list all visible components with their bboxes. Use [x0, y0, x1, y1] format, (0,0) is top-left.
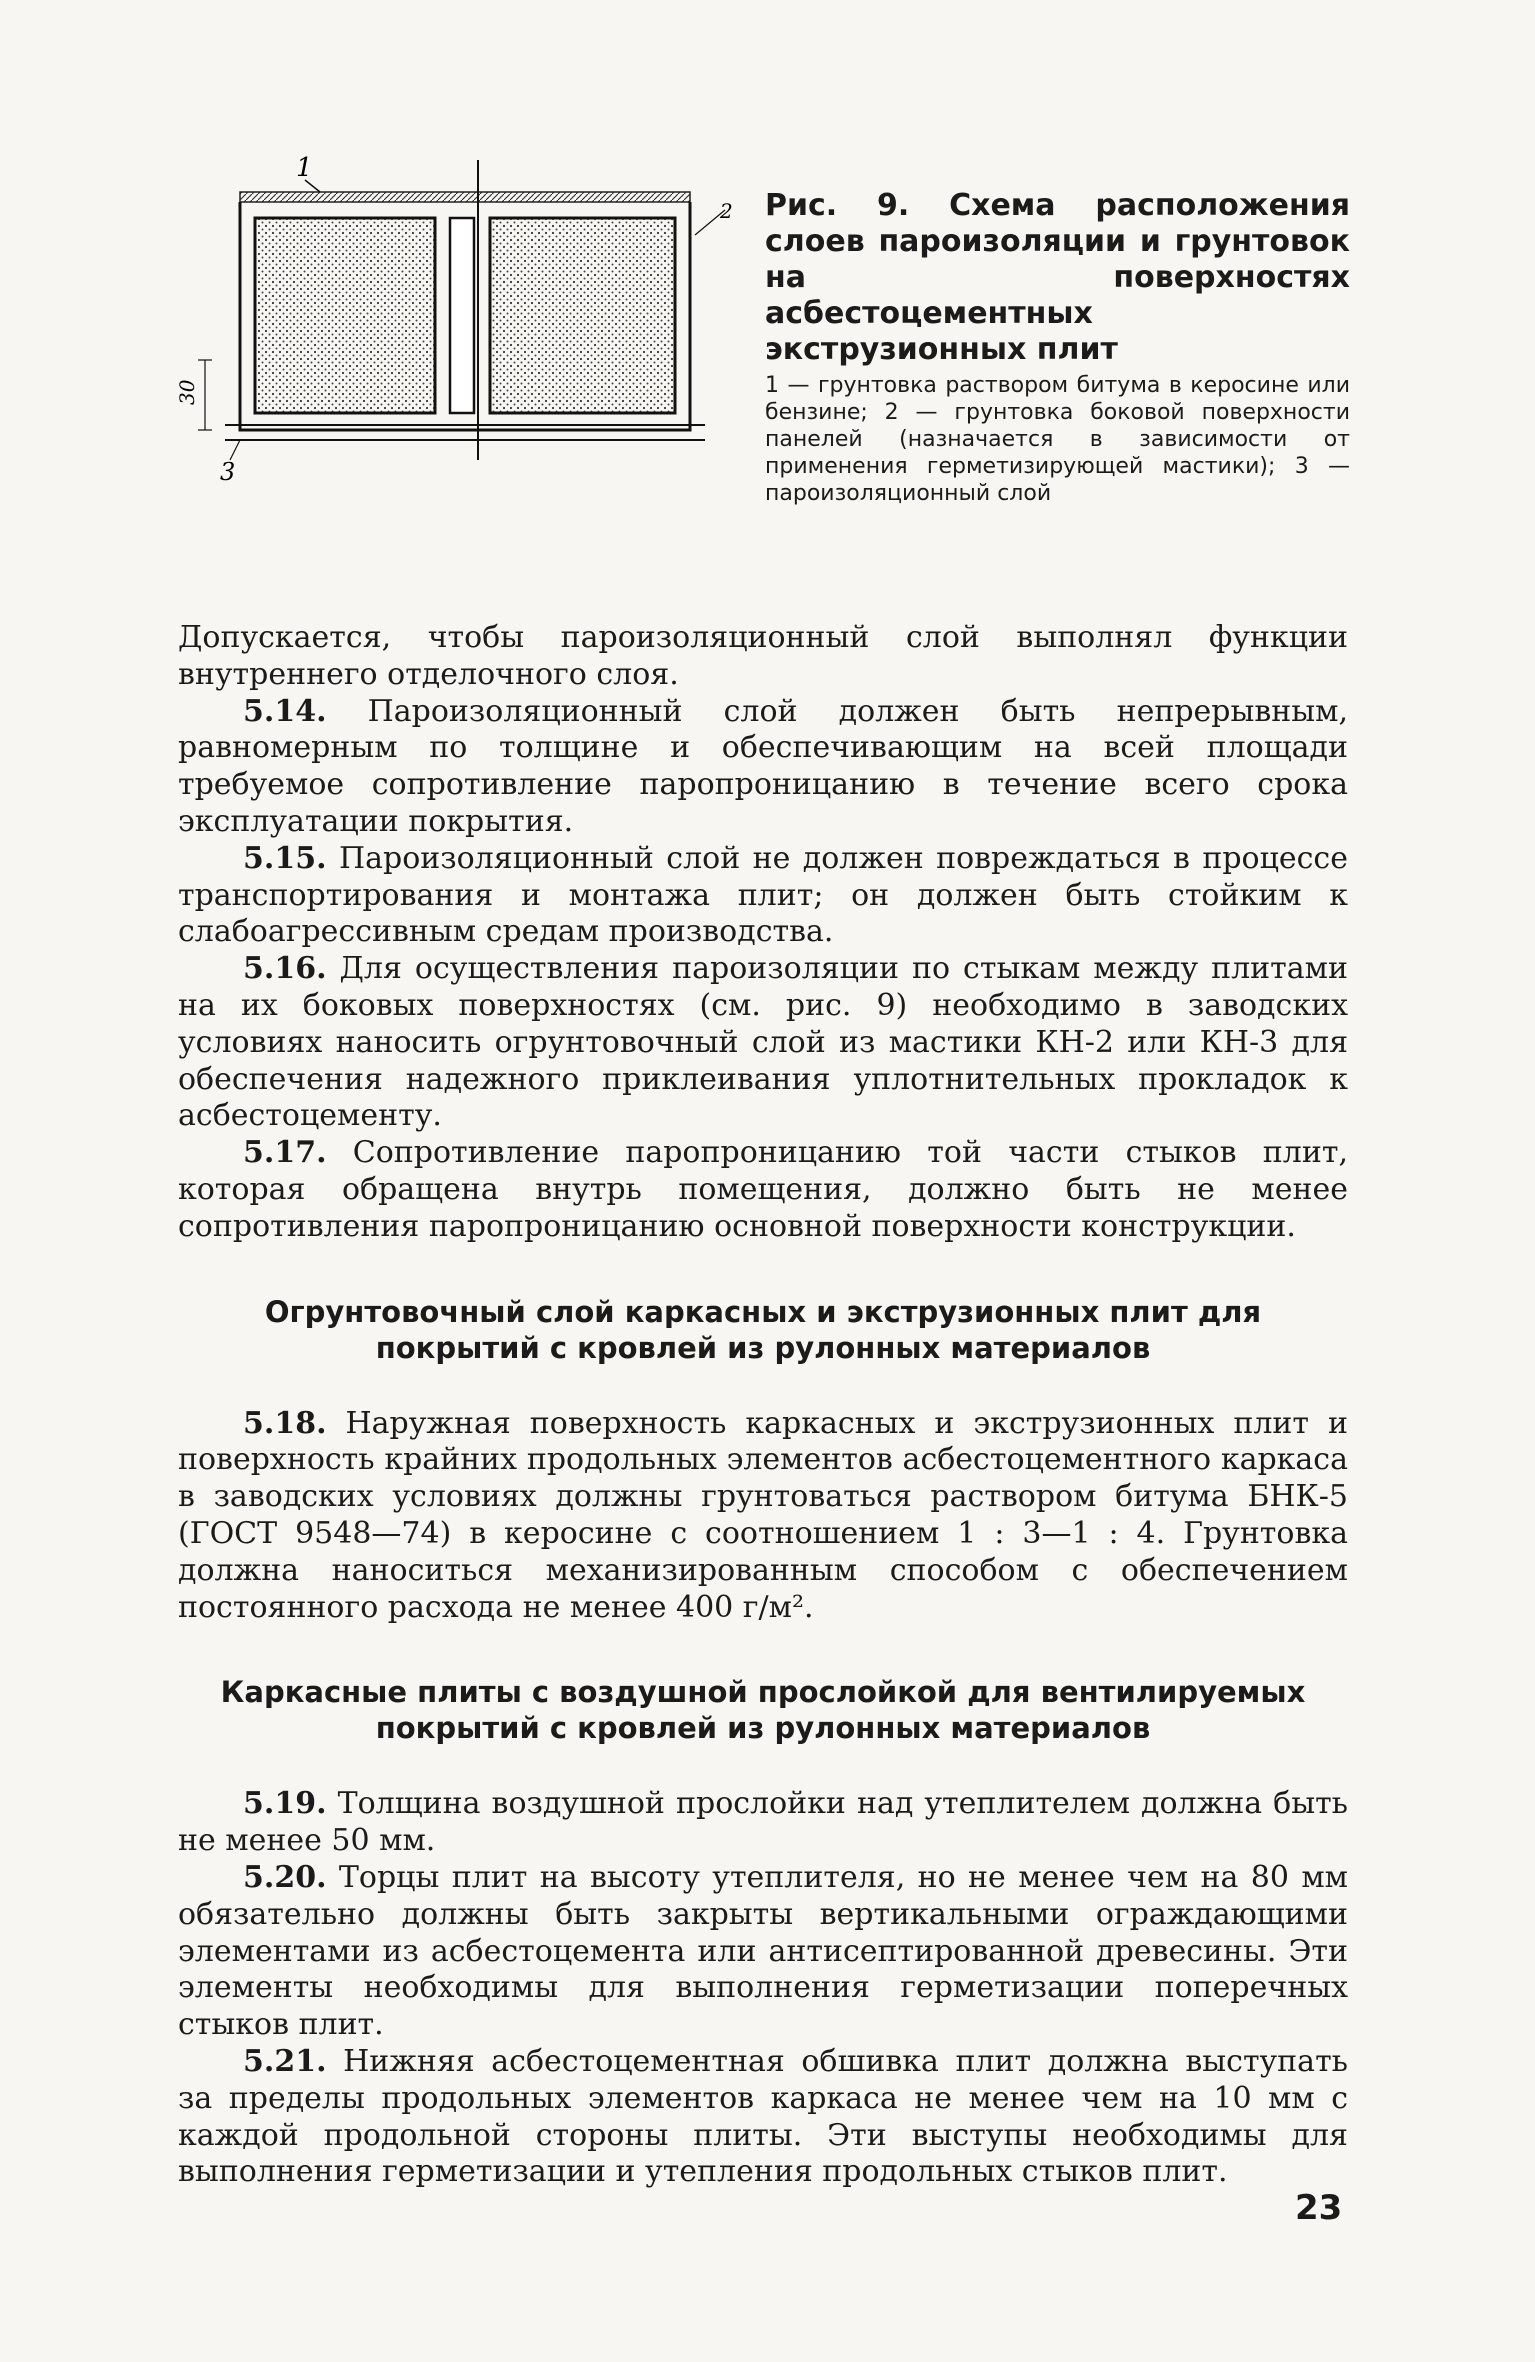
section-heading-primer: Огрунтовочный слой каркасных и экструзионных плит для покрытий с кровлей из рулонных материалов [264, 1294, 1262, 1365]
paragraph-text: Пароизоляционный слой должен быть непрерывным, равномерным по толщине и обеспечивающим на всей площади требуемое сопротивление паропроницанию в течение всего срока эксплуатации покрытия. [178, 693, 1348, 839]
paragraph-5-14 [178, 694, 1348, 841]
clause-number: 5.16. [243, 951, 327, 987]
paragraph-text: Допускается, чтобы пароизоляционный слой выполнял функции внутреннего отделочного слоя. [178, 620, 1348, 692]
section-heading-ventilated: Каркасные плиты с воздушной прослойкой для вентилируемых покрытий с кровлей из рулонных материалов [220, 1675, 1306, 1746]
paragraph-5-18 [178, 1406, 1348, 1627]
paragraph-text: Толщина воздушной прослойки над утеплителем должна быть не менее 50 мм. [178, 1786, 1349, 1859]
paragraph-text: Пароизоляционный слой не должен повреждаться в процессе транспортирования и монтажа плит; он должен быть стойким к слабоагрессивным средам производства. [178, 840, 1348, 950]
clause-number: 5.18. [243, 1405, 327, 1441]
clause-number: 5.19. [243, 1786, 327, 1822]
clause-number: 5.21. [243, 2043, 327, 2079]
figure-9-diagram [175, 140, 760, 520]
paragraph-5-15 [178, 841, 1348, 951]
paragraph-5-19 [178, 1786, 1348, 1860]
paragraph-5-17 [178, 1135, 1348, 1245]
clause-number: 5.14. [243, 693, 327, 729]
paragraph-text: Наружная поверхность каркасных и экструзионных плит и поверхность крайних продольных элементов асбестоцементного каркаса в заводских условиях должны грунтоваться раствором битума БНК-5 (ГОСТ 9548—74) в керосине с соотношением 1 : 3—1 : 4. Грунтовка должна наноситься механизированным способом с обеспечением постоянного расхода не менее 400 г/м². [178, 1405, 1348, 1625]
paragraph-5-16 [178, 951, 1348, 1135]
figure-caption-title: Рис. 9. Схема расположения слоев пароизоляции и грунтовок на поверхностях асбестоцементных экструзионных плит [765, 188, 1350, 367]
clause-number: 5.20. [243, 1859, 327, 1895]
figure-caption [765, 188, 1350, 507]
label-3: 3 [220, 458, 236, 486]
paragraph-text: Сопротивление паропроницанию той части стыков плит, которая обращена внутрь помещения, должно быть не менее сопротивления паропроницанию основной поверхности конструкции. [178, 1135, 1348, 1244]
clause-number: 5.17. [243, 1135, 327, 1171]
label-1: 1 [296, 153, 313, 183]
main-text [178, 620, 1348, 2191]
paragraph-5-21 [178, 2044, 1348, 2191]
paragraph-text: Торцы плит на высоту утеплителя, но не менее чем на 80 мм обязательно должны быть закрыты вертикальными ограждающими элементами из асбестоцемента или антисептированной древесины. Эти элементы необходимы для выполнения герметизации поперечных стыков плит. [178, 1859, 1348, 2043]
slab-cross-section-drawing [175, 140, 760, 520]
paragraph-text: Нижняя асбестоцементная обшивка плит должна выступать за пределы продольных элементов каркаса не менее чем на 10 мм с каждой продольной стороны плиты. Эти выступы необходимы для выполнения герметизации и утепления продольных стыков плит. [178, 2043, 1348, 2190]
clause-number: 5.15. [243, 840, 327, 876]
page-number: 23 [1295, 2188, 1343, 2228]
dimension-30: 30 [175, 379, 199, 405]
paragraph-intro [178, 620, 1348, 694]
paragraph-5-20 [178, 1860, 1348, 2044]
paragraph-text: Для осуществления пароизоляции по стыкам между плитами на их боковых поверхностях (см. рис. 9) необходимо в заводских условиях наносить огрунтовочный слой из мастики КН-2 или КН-3 для обеспечения надежного приклеивания уплотнительных прокладок к асбестоцементу. [178, 951, 1348, 1134]
figure-caption-legend: 1 — грунтовка раствором битума в керосине или бензине; 2 — грунтовка боковой поверхности панелей (назначается в зависимости от применения герметизирующей мастики); 3 — пароизоляционный слой [765, 373, 1350, 506]
label-2: 2 [720, 199, 733, 223]
